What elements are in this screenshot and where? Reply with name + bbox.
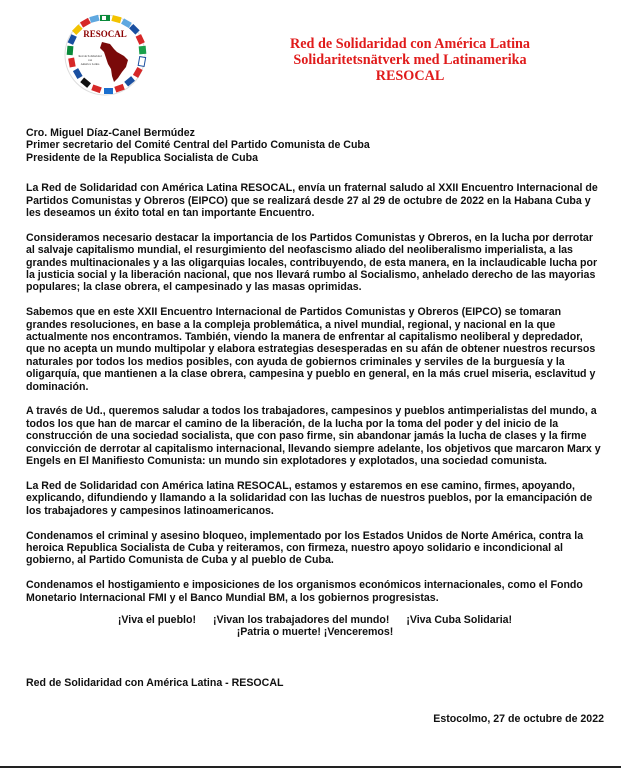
slogan-viva-cuba: ¡Viva Cuba Solidaria! bbox=[406, 613, 513, 626]
slogans-line bbox=[26, 614, 604, 626]
paragraph-blockade: Condenamos el criminal y asesino bloqueo, implementado por los Estados Unidos de Norte América, contra la heroica Republica Socialista de Cuba y reiteramos, con firmeza, nuestro apoyo solidario e incondicional al gobierno, al Partido Comunista de Cuba y al pueblo de Cuba. bbox=[26, 529, 584, 567]
slogan-vivan-trabajadores: ¡Vivan los trabajadores del mundo! bbox=[212, 613, 390, 626]
letter-body bbox=[26, 127, 604, 726]
slogan-patria-o-muerte: ¡Patria o muerte! ¡Venceremos! bbox=[236, 626, 394, 639]
paragraph-importance: Consideramos necesario destacar la importancia de los Partidos Comunistas y Obreros, en la lucha por derrotar al salvaje capitalismo mundial, el resurgimiento del neofascismo aliado del neoliberalismo imperialista, a las grandes multinacionales y a las oligarquias locales, contribuyendo, de esta manera, en la inclaudicable lucha por la justicia social y la liberación nacional, que nos llevará rumbo al Socialismo, anhelado derecho de las mayorias populares; la clase obrera, el campesinado y las masas oprimidas. bbox=[26, 231, 598, 294]
header-line-spanish: Red de Solidaridad con América Latina bbox=[289, 36, 531, 52]
svg-text:Red de Solidaridad: Red de Solidaridad bbox=[78, 54, 102, 58]
addressee-title-2: Presidente de la Republica Socialista de Cuba bbox=[26, 151, 258, 164]
addressee-block bbox=[26, 127, 604, 164]
signature: Red de Solidaridad con América Latina - RESOCAL bbox=[26, 676, 284, 689]
organization-header bbox=[262, 36, 558, 84]
addressee-title-1: Primer secretario del Comité Central del Partido Comunista de Cuba bbox=[26, 139, 370, 152]
svg-text:con: con bbox=[87, 58, 93, 62]
paragraph-resocal-commitment: La Red de Solidaridad con América latina RESOCAL, estamos y estaremos en ese camino, firmes, apoyando, explicando, difundiendo y llamando a la solidaridad con las luchas de nuestros pueblos, por la emancipación de los trabajadores y campesinos latinoamericanos. bbox=[26, 479, 593, 517]
paragraph-greeting: La Red de Solidaridad con América Latina RESOCAL, envía un fraternal saludo al XXII Encuentro Internacional de Partidos Comunistas y Obreros (EIPCO) que se realizará desde 27 al 29 de octubre de 2022 en la Habana Cuba y les deseamos un éxito total en tan importante Encuentro. bbox=[26, 182, 598, 220]
svg-text:América Latina: América Latina bbox=[80, 62, 100, 66]
logo-emblem-icon bbox=[62, 12, 148, 98]
place-date: Estocolmo, 27 de octubre de 2022 bbox=[433, 713, 604, 726]
svg-text:RESOCAL: RESOCAL bbox=[83, 29, 127, 39]
header-line-acronym: RESOCAL bbox=[375, 68, 445, 84]
paragraph-imf-wb: Condenamos el hostigamiento e imposiciones de los organismos económicos internacionales, como el Fondo Monetario Internacional FMI y el Banco Mundial BM, a los gobiernos progresistas. bbox=[26, 579, 583, 604]
header-line-swedish: Solidaritetsnätverk med Latinamerika bbox=[293, 52, 527, 68]
addressee-name: Cro. Miguel Díaz-Canel Bermúdez bbox=[26, 127, 195, 139]
slogan-viva-pueblo: ¡Viva el pueblo! bbox=[117, 613, 196, 626]
paragraph-salute-workers: A través de Ud., queremos saludar a todos los trabajadores, campesinos y pueblos antimperialistas del mundo, a todos los que han de marcar el camino de la liberación, de la lucha por la toma del poder y del inicio de la construcción de una sociedad socialista, que con paso firme, sin abandonar jamás la lucha de clases y la firme convicción de derrotar al capitalismo internacional, llevando siempre adelante, los objetivos que marcaron Marx y Engels en El Manifiesto Comunista: un mundo sin explotadores y explotados, una sociedad comunista. bbox=[26, 405, 601, 468]
paragraph-resolutions: Sabemos que en este XXII Encuentro Internacional de Partidos Comunistas y Obreros (EIPCO) se tomaran grandes resoluciones, en base a la compleja problemática, a nivel mundial, regional, y nacional en la que actualmente nos encontramos. También, viendo la manera de enfrentar al capitalismo neoliberal y depredador, que no acepta un mundo multipolar y elabora estrategias desesperadas en su afán de obtener nuestros recursos naturales por todos los medios posibles, con ayuda de gobiernos criminales y serviles de la burguesía y la oligarquía, que mantienen a la clase obrera, campesina y pueblo en general, en la más cruel miseria, esclavitud y dominación. bbox=[26, 306, 596, 393]
resocal-logo bbox=[62, 12, 148, 98]
